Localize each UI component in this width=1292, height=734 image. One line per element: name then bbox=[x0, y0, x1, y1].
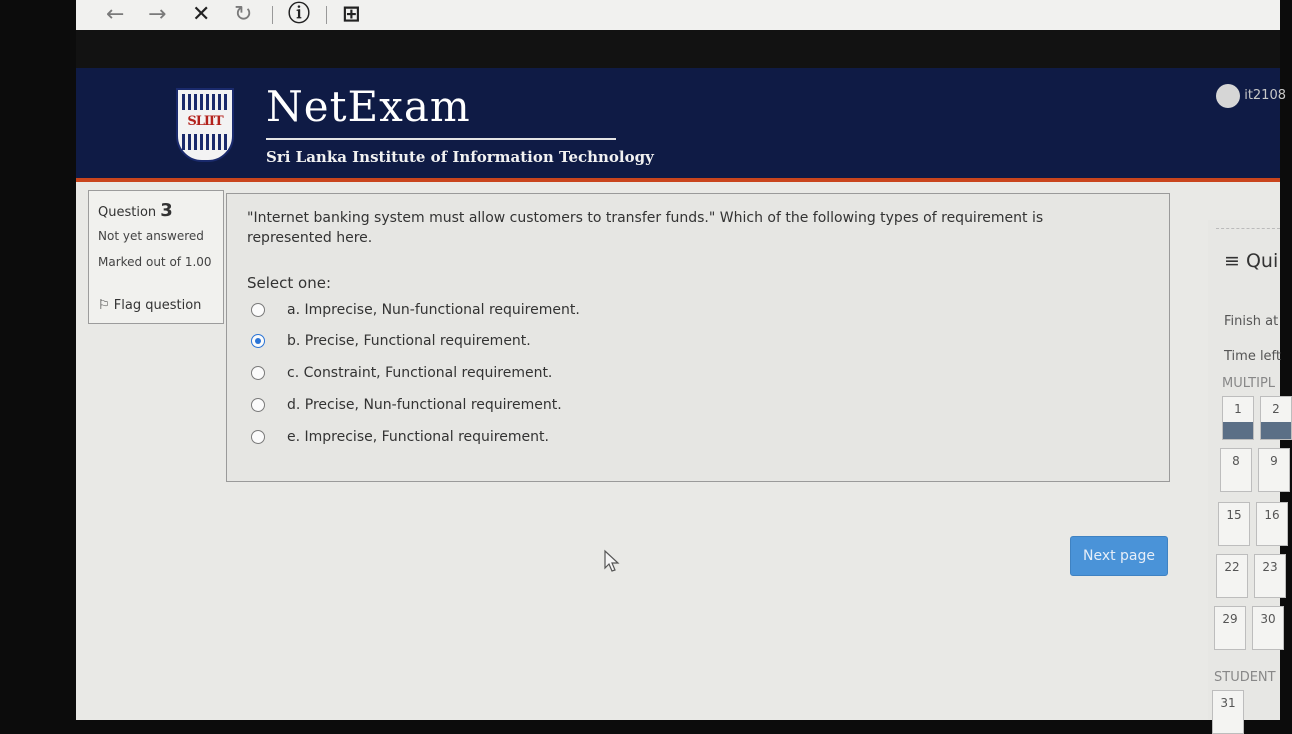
nav-question-8[interactable]: 8 bbox=[1220, 448, 1252, 492]
flag-icon: ⚐ bbox=[98, 298, 110, 313]
nav-question-16[interactable]: 16 bbox=[1256, 502, 1288, 546]
sidebar-divider bbox=[1216, 228, 1280, 229]
question-marks: Marked out of 1.00 bbox=[98, 255, 212, 269]
option-b[interactable] bbox=[251, 329, 531, 353]
nav-question-29[interactable]: 29 bbox=[1214, 606, 1246, 650]
option-e[interactable] bbox=[251, 425, 549, 449]
radio-option-e[interactable] bbox=[251, 430, 265, 444]
radio-option-a[interactable] bbox=[251, 303, 265, 317]
mouse-pointer-icon bbox=[604, 550, 620, 572]
question-box bbox=[226, 193, 1170, 482]
question-label: Question bbox=[98, 205, 157, 220]
question-text: "Internet banking system must allow customers to transfer funds." Which of the following types of requirement is represented here. bbox=[247, 210, 1044, 246]
radio-option-d[interactable] bbox=[251, 398, 265, 412]
toolbar-divider bbox=[272, 6, 273, 24]
sliit-logo bbox=[176, 88, 234, 162]
nav-question-9[interactable]: 9 bbox=[1258, 448, 1290, 492]
site-header bbox=[76, 68, 1286, 182]
nav-question-15[interactable]: 15 bbox=[1218, 502, 1250, 546]
site-subtitle: Sri Lanka Institute of Information Technology bbox=[266, 148, 654, 166]
option-label: d. Precise, Nun-functional requirement. bbox=[287, 397, 562, 413]
site-title: NetExam bbox=[266, 82, 471, 131]
time-left: Time left bbox=[1224, 349, 1282, 364]
flag-question-button[interactable] bbox=[98, 298, 201, 313]
radio-option-c[interactable] bbox=[251, 366, 265, 380]
option-a[interactable] bbox=[251, 298, 580, 322]
nav-question-23[interactable]: 23 bbox=[1254, 554, 1286, 598]
question-number bbox=[98, 200, 173, 221]
next-page-button[interactable]: Next page bbox=[1070, 536, 1168, 576]
logo-text: SLIIT bbox=[187, 114, 223, 129]
toolbar-divider bbox=[326, 6, 327, 24]
nav-question-22[interactable]: 22 bbox=[1216, 554, 1248, 598]
logo-bars bbox=[182, 134, 228, 150]
user-name[interactable]: it2108 bbox=[1244, 88, 1286, 103]
browser-toolbar bbox=[76, 0, 1280, 31]
logo-bars bbox=[182, 94, 228, 110]
section-heading: STUDENT bbox=[1214, 670, 1276, 685]
info-icon[interactable]: ⓘ bbox=[288, 2, 311, 27]
quiz-navigation bbox=[1208, 220, 1280, 720]
page-icon[interactable]: ⊞ bbox=[342, 2, 361, 27]
option-d[interactable] bbox=[251, 393, 562, 417]
title-rule bbox=[266, 138, 616, 140]
option-label: a. Imprecise, Nun-functional requirement. bbox=[287, 302, 580, 318]
nav-question-30[interactable]: 30 bbox=[1252, 606, 1284, 650]
question-status: Not yet answered bbox=[98, 229, 204, 243]
browser-tab-strip bbox=[76, 30, 1280, 68]
screen bbox=[76, 0, 1286, 720]
option-c[interactable] bbox=[251, 361, 552, 385]
option-label: c. Constraint, Functional requirement. bbox=[287, 365, 553, 381]
option-label: b. Precise, Functional requirement. bbox=[287, 333, 531, 349]
quiz-nav-title: ≡ Qui bbox=[1224, 250, 1279, 272]
select-one-label: Select one: bbox=[247, 274, 332, 292]
finish-attempt-link[interactable]: Finish at bbox=[1224, 314, 1279, 329]
section-heading: MULTIPL bbox=[1222, 376, 1276, 391]
radio-option-b[interactable] bbox=[251, 334, 265, 348]
forward-icon[interactable]: → bbox=[148, 2, 167, 27]
nav-question-1[interactable]: 1 bbox=[1222, 396, 1254, 440]
back-icon[interactable]: ← bbox=[106, 2, 125, 27]
reload-icon[interactable]: ↻ bbox=[234, 2, 253, 27]
stop-icon[interactable]: ✕ bbox=[192, 2, 211, 27]
flag-label: Flag question bbox=[113, 298, 202, 313]
option-label: e. Imprecise, Functional requirement. bbox=[287, 429, 549, 445]
avatar[interactable] bbox=[1216, 84, 1240, 108]
nav-question-2[interactable]: 2 bbox=[1260, 396, 1292, 440]
question-info-panel bbox=[88, 190, 224, 324]
question-number-value: 3 bbox=[160, 200, 173, 221]
nav-question-31[interactable]: 31 bbox=[1212, 690, 1244, 734]
